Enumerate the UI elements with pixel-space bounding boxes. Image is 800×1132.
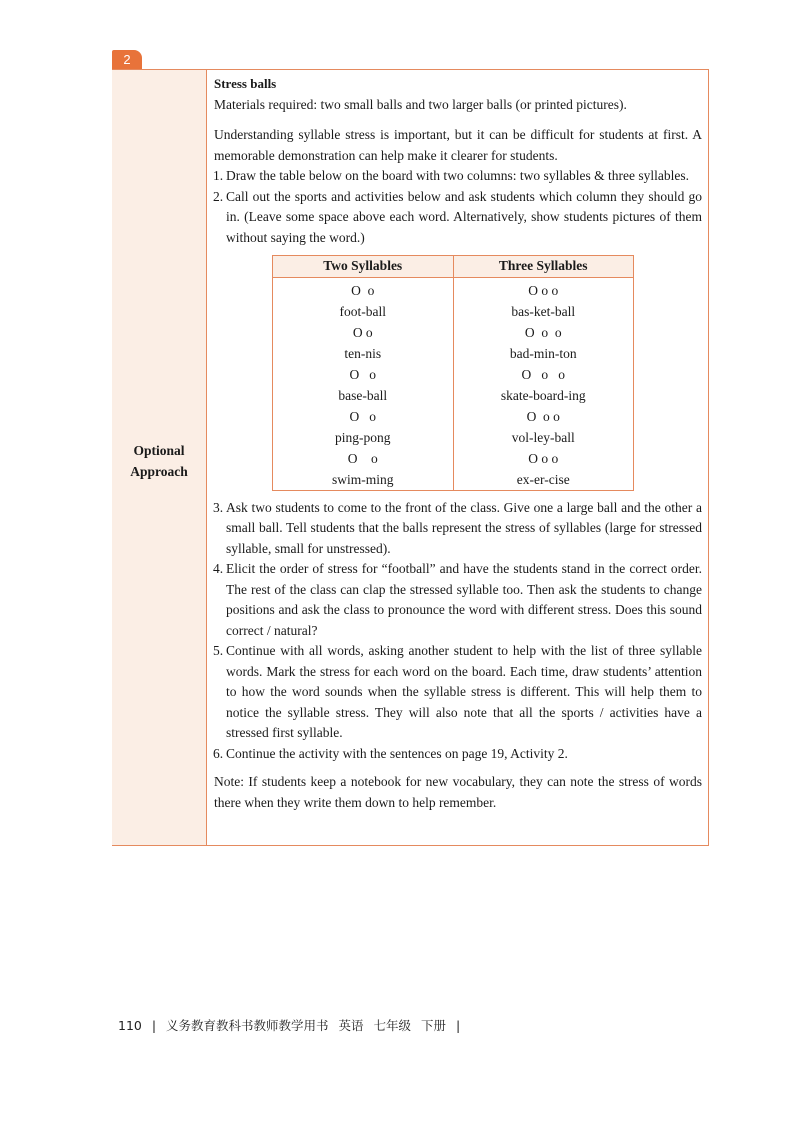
table-row: ten-nis bad-min-ton: [273, 343, 634, 364]
step-item: 5. Continue with all words, asking another student to help with the list of three syllable words. Mark the stress for each word on the board. Each time, draw students’ attention to how the word sounds when the syllable stress is different. This will help them to notice the syllable stress. They will also note that all the sports / activities have a stressed first syllable.: [213, 643, 702, 740]
footer-separator: |: [456, 1018, 461, 1033]
step-item: 3. Ask two students to come to the front of the class. Give one a large ball and the other a small ball. Tell students that the balls represent the stress of syllables (large for stressed syllable, small for unstressed).: [213, 499, 702, 556]
table-row: O o O o o: [273, 364, 634, 385]
table-row: O o O o o: [273, 406, 634, 427]
book-title: 义务教育教科书教师教学用书: [166, 1018, 329, 1033]
step-item: 1. Draw the table below on the board with two columns: two syllables & three syllables.: [213, 168, 690, 183]
lesson-panel: [112, 69, 709, 846]
side-label: [112, 440, 206, 482]
header-three-syllables: Three Syllables: [453, 256, 634, 278]
header-two-syllables: Two Syllables: [273, 256, 454, 278]
table-row: O o O o o: [273, 277, 634, 301]
table-row: O o O o o: [273, 322, 634, 343]
table-row: ping-pong vol-ley-ball: [273, 427, 634, 448]
steps-list-bottom: [214, 498, 702, 765]
page-number: 110: [118, 1018, 142, 1033]
volume-label: 下册: [421, 1018, 447, 1033]
table-row: base-ball skate-board-ing: [273, 385, 634, 406]
lesson-content: [214, 74, 702, 813]
step-item: 2. Call out the sports and activities below and ask students which column they should go in. (Leave some space above each word. Alternatively, show students pictures of them without saying the word.): [213, 188, 702, 245]
note-text: Note: If students keep a notebook for new vocabulary, they can note the stress of words there when they write them down to help remember.: [214, 774, 702, 810]
grade-label: 七年级: [373, 1018, 412, 1033]
section-number-tab: 2: [112, 50, 142, 70]
syllable-table: [272, 255, 634, 491]
materials-text: Materials required: two small balls and two larger balls (or printed pictures).: [214, 96, 627, 112]
side-column: [112, 70, 207, 845]
footer-separator: |: [151, 1018, 157, 1033]
steps-list-top: [214, 166, 702, 248]
page-footer: [118, 1016, 466, 1034]
table-row: swim-ming ex-er-cise: [273, 469, 634, 491]
side-label-line-1: Optional: [133, 443, 185, 458]
side-label-line-2: Approach: [130, 464, 188, 479]
table-row: foot-ball bas-ket-ball: [273, 301, 634, 322]
intro-text: Understanding syllable stress is important, but it can be difficult for students at first. A memorable demonstration can help make it clearer for students.: [214, 127, 702, 163]
subject-label: 英语: [338, 1018, 364, 1033]
step-item: 6. Continue the activity with the sentences on page 19, Activity 2.: [213, 745, 568, 761]
activity-title: Stress balls: [214, 76, 277, 91]
table-row: O o O o o: [273, 448, 634, 469]
step-item: 4. Elicit the order of stress for “football” and have the students stand in the correct order. The rest of the class can clap the stressed syllable too. Then ask the students to change positions and ask the class to pronounce the word with different stress. Does this sound correct / natural?: [213, 561, 702, 638]
